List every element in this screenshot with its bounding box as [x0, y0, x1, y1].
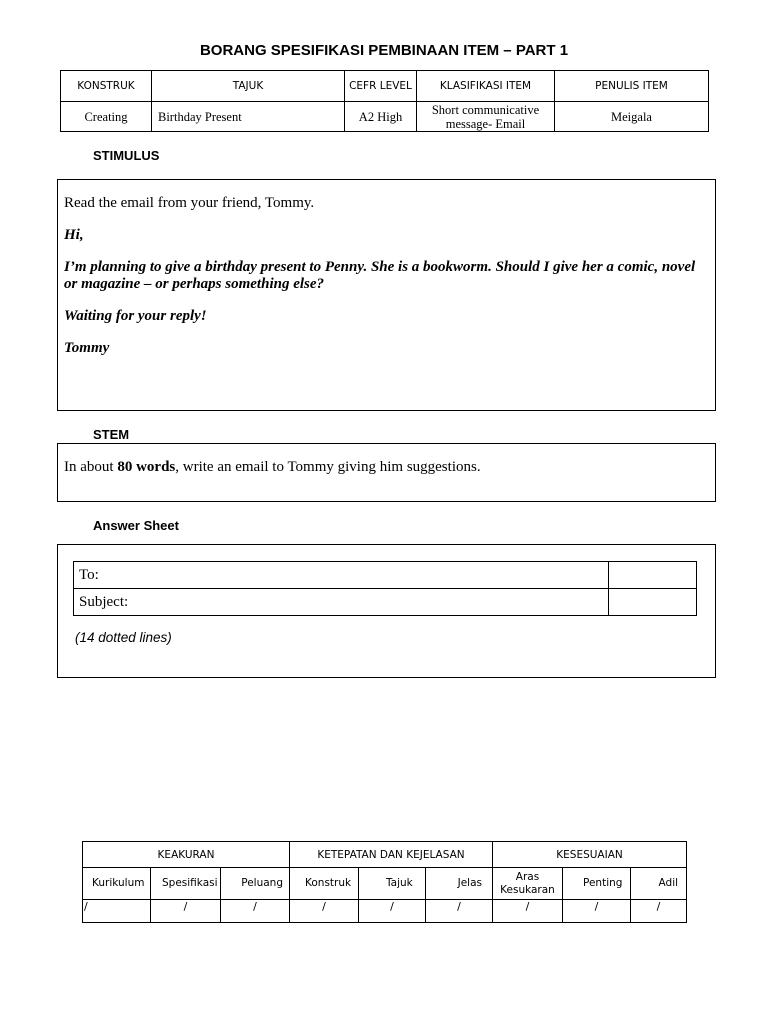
stem-text-after: , write an email to Tommy giving him suggestions.: [175, 459, 481, 475]
spec-header-penulis: PENULIS ITEM: [555, 71, 709, 102]
mark-peluang[interactable]: /: [221, 900, 290, 923]
criterion-jelas: Jelas: [426, 868, 493, 900]
spec-header-konstruk: KONSTRUK: [61, 71, 152, 102]
spec-konstruk-value: Creating: [61, 102, 152, 132]
subject-blank-cell[interactable]: [609, 589, 697, 616]
rubric-group-keakuran: KEAKURAN: [83, 842, 290, 868]
mark-jelas[interactable]: /: [426, 900, 493, 923]
stimulus-heading: STIMULUS: [93, 148, 160, 163]
stem-text-before: In about: [64, 459, 118, 475]
stimulus-intro: Read the email from your friend, Tommy.: [64, 195, 315, 211]
rubric-group-kesesuaian: KESESUAIAN: [493, 842, 687, 868]
stimulus-box: [57, 179, 716, 411]
stimulus-closing: Waiting for your reply!: [64, 308, 207, 324]
stem-box: [57, 443, 716, 502]
criterion-peluang: Peluang: [221, 868, 290, 900]
item-spec-table: [60, 70, 709, 132]
rubric-marks-row: [83, 900, 687, 923]
mark-tajuk[interactable]: /: [359, 900, 426, 923]
subject-label: Subject:: [74, 589, 609, 616]
spec-header-cefr-level: CEFR LEVEL: [345, 71, 417, 102]
rubric-criteria-row: [83, 868, 687, 900]
criterion-adil: Adil: [631, 868, 687, 900]
mark-konstruk[interactable]: /: [290, 900, 359, 923]
criterion-kurikulum: Kurikulum: [83, 868, 151, 900]
subject-row: [74, 589, 697, 616]
mark-aras-kesukaran[interactable]: /: [493, 900, 563, 923]
to-row: [74, 562, 697, 589]
spec-header-tajuk: TAJUK: [152, 71, 345, 102]
stem-word-count: 80 words: [117, 459, 176, 475]
email-header-table: [73, 561, 697, 616]
criterion-aras-kesukaran: Aras Kesukaran: [493, 868, 563, 900]
rubric-group-row: [83, 842, 687, 868]
to-label: To:: [74, 562, 609, 589]
criterion-spesifikasi: Spesifikasi: [151, 868, 221, 900]
mark-kurikulum[interactable]: /: [83, 900, 151, 923]
criterion-penting: Penting: [563, 868, 631, 900]
spec-klasifikasi-value: Short communicative message- Email: [417, 102, 555, 132]
mark-spesifikasi[interactable]: /: [151, 900, 221, 923]
rubric-table: [82, 841, 687, 923]
spec-value-row: [61, 102, 709, 132]
stimulus-greeting: Hi,: [64, 227, 84, 243]
answer-sheet-heading: Answer Sheet: [93, 518, 179, 533]
rubric-group-ketepatan: KETEPATAN DAN KEJELASAN: [290, 842, 493, 868]
dotted-lines-note: (14 dotted lines): [75, 630, 172, 645]
to-blank-cell[interactable]: [609, 562, 697, 589]
mark-adil[interactable]: /: [631, 900, 687, 923]
criterion-tajuk: Tajuk: [359, 868, 426, 900]
spec-cefr-value: A2 High: [345, 102, 417, 132]
mark-penting[interactable]: /: [563, 900, 631, 923]
criterion-konstruk: Konstruk: [290, 868, 359, 900]
spec-header-klasifikasi: KLASIFIKASI ITEM: [417, 71, 555, 102]
spec-header-row: [61, 71, 709, 102]
stimulus-body: I’m planning to give a birthday present to Penny. She is a bookworm. Should I give her a comic, novel or magazine – or perhaps something else?: [64, 259, 696, 292]
stem-heading: STEM: [93, 427, 130, 442]
stimulus-signature: Tommy: [64, 340, 110, 356]
spec-tajuk-value: Birthday Present: [152, 102, 345, 132]
spec-penulis-value: Meigala: [555, 102, 709, 132]
page-title: BORANG SPESIFIKASI PEMBINAAN ITEM – PART 1: [199, 42, 569, 59]
